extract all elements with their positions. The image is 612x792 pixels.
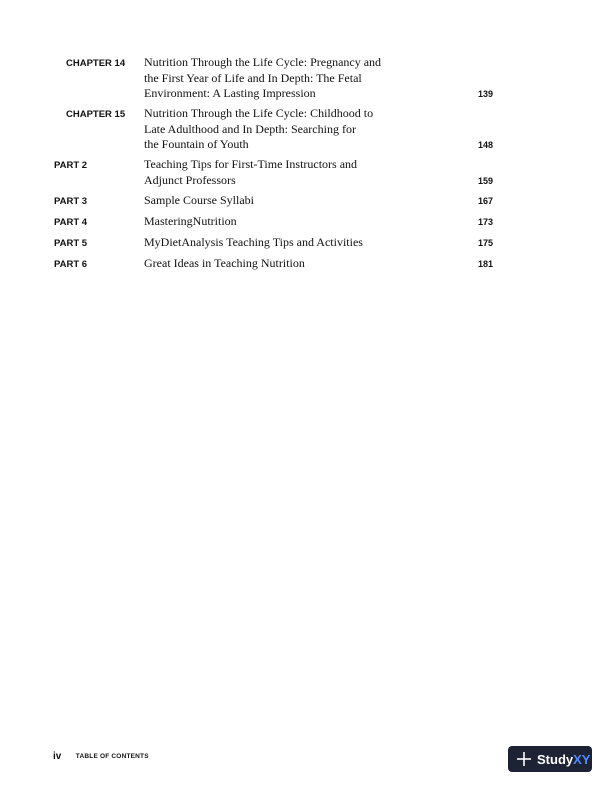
toc-entry-title <box>144 55 434 102</box>
toc-entry-title-line: Great Ideas in Teaching Nutrition <box>144 256 305 270</box>
toc-entry-title <box>144 235 434 251</box>
toc-entry-title-line: Late Adulthood and In Depth: Searching for <box>144 121 356 136</box>
toc-entry-page-number: 167 <box>478 196 494 206</box>
brand-wordmark <box>537 752 590 767</box>
toc-entry-label: PART 5 <box>54 238 88 249</box>
toc-entry-title-line: MyDietAnalysis Teaching Tips and Activities <box>144 235 363 249</box>
toc-entry-page-number: 139 <box>478 89 494 99</box>
toc-entry-title <box>144 256 434 272</box>
toc-entry-label: CHAPTER 14 <box>66 58 126 69</box>
toc-entry-page-number: 159 <box>478 176 494 186</box>
toc-entry-title-line: Teaching Tips for First-Time Instructors and <box>144 157 358 171</box>
studyxy-badge[interactable] <box>508 746 592 772</box>
toc-entry-page-number: 181 <box>478 259 494 269</box>
toc-entry-title-line: Adjunct Professors <box>144 172 236 187</box>
toc-entry-title-line: Sample Course Syllabi <box>144 193 254 207</box>
brand-main: Study <box>537 751 574 767</box>
toc-entry-page-number: 148 <box>478 140 494 150</box>
toc-entry-title <box>144 193 434 209</box>
toc-entry-label: PART 4 <box>54 217 88 228</box>
toc-entry-page-number: 173 <box>478 217 494 227</box>
brand-accent: XY <box>573 751 591 767</box>
toc-entry-title <box>144 157 434 188</box>
page-folio: iv <box>53 751 62 762</box>
plus-icon <box>515 750 533 768</box>
toc-entry-title-line: MasteringNutrition <box>144 214 237 228</box>
toc-entry-label: PART 3 <box>54 196 88 207</box>
toc-entry-title <box>144 214 434 230</box>
toc-entry-title-line: the First Year of Life and In Depth: The Fetal <box>144 70 362 85</box>
toc-entry-label: CHAPTER 15 <box>66 109 126 120</box>
toc-entry-label: PART 2 <box>54 160 88 171</box>
toc-entry-label: PART 6 <box>54 259 88 270</box>
running-footer-title: TABLE OF CONTENTS <box>75 753 149 760</box>
toc-entry-title <box>144 106 434 153</box>
page-footer <box>53 746 149 764</box>
toc-entry-title-line: Environment: A Lasting Impression <box>144 86 316 100</box>
toc-entry-title-line: Nutrition Through the Life Cycle: Pregnancy and <box>144 55 382 69</box>
toc-entry-title-line: the Fountain of Youth <box>144 137 249 151</box>
toc-entry-title-line: Nutrition Through the Life Cycle: Childhood to <box>144 106 374 120</box>
toc-entry-page-number: 175 <box>478 238 494 248</box>
